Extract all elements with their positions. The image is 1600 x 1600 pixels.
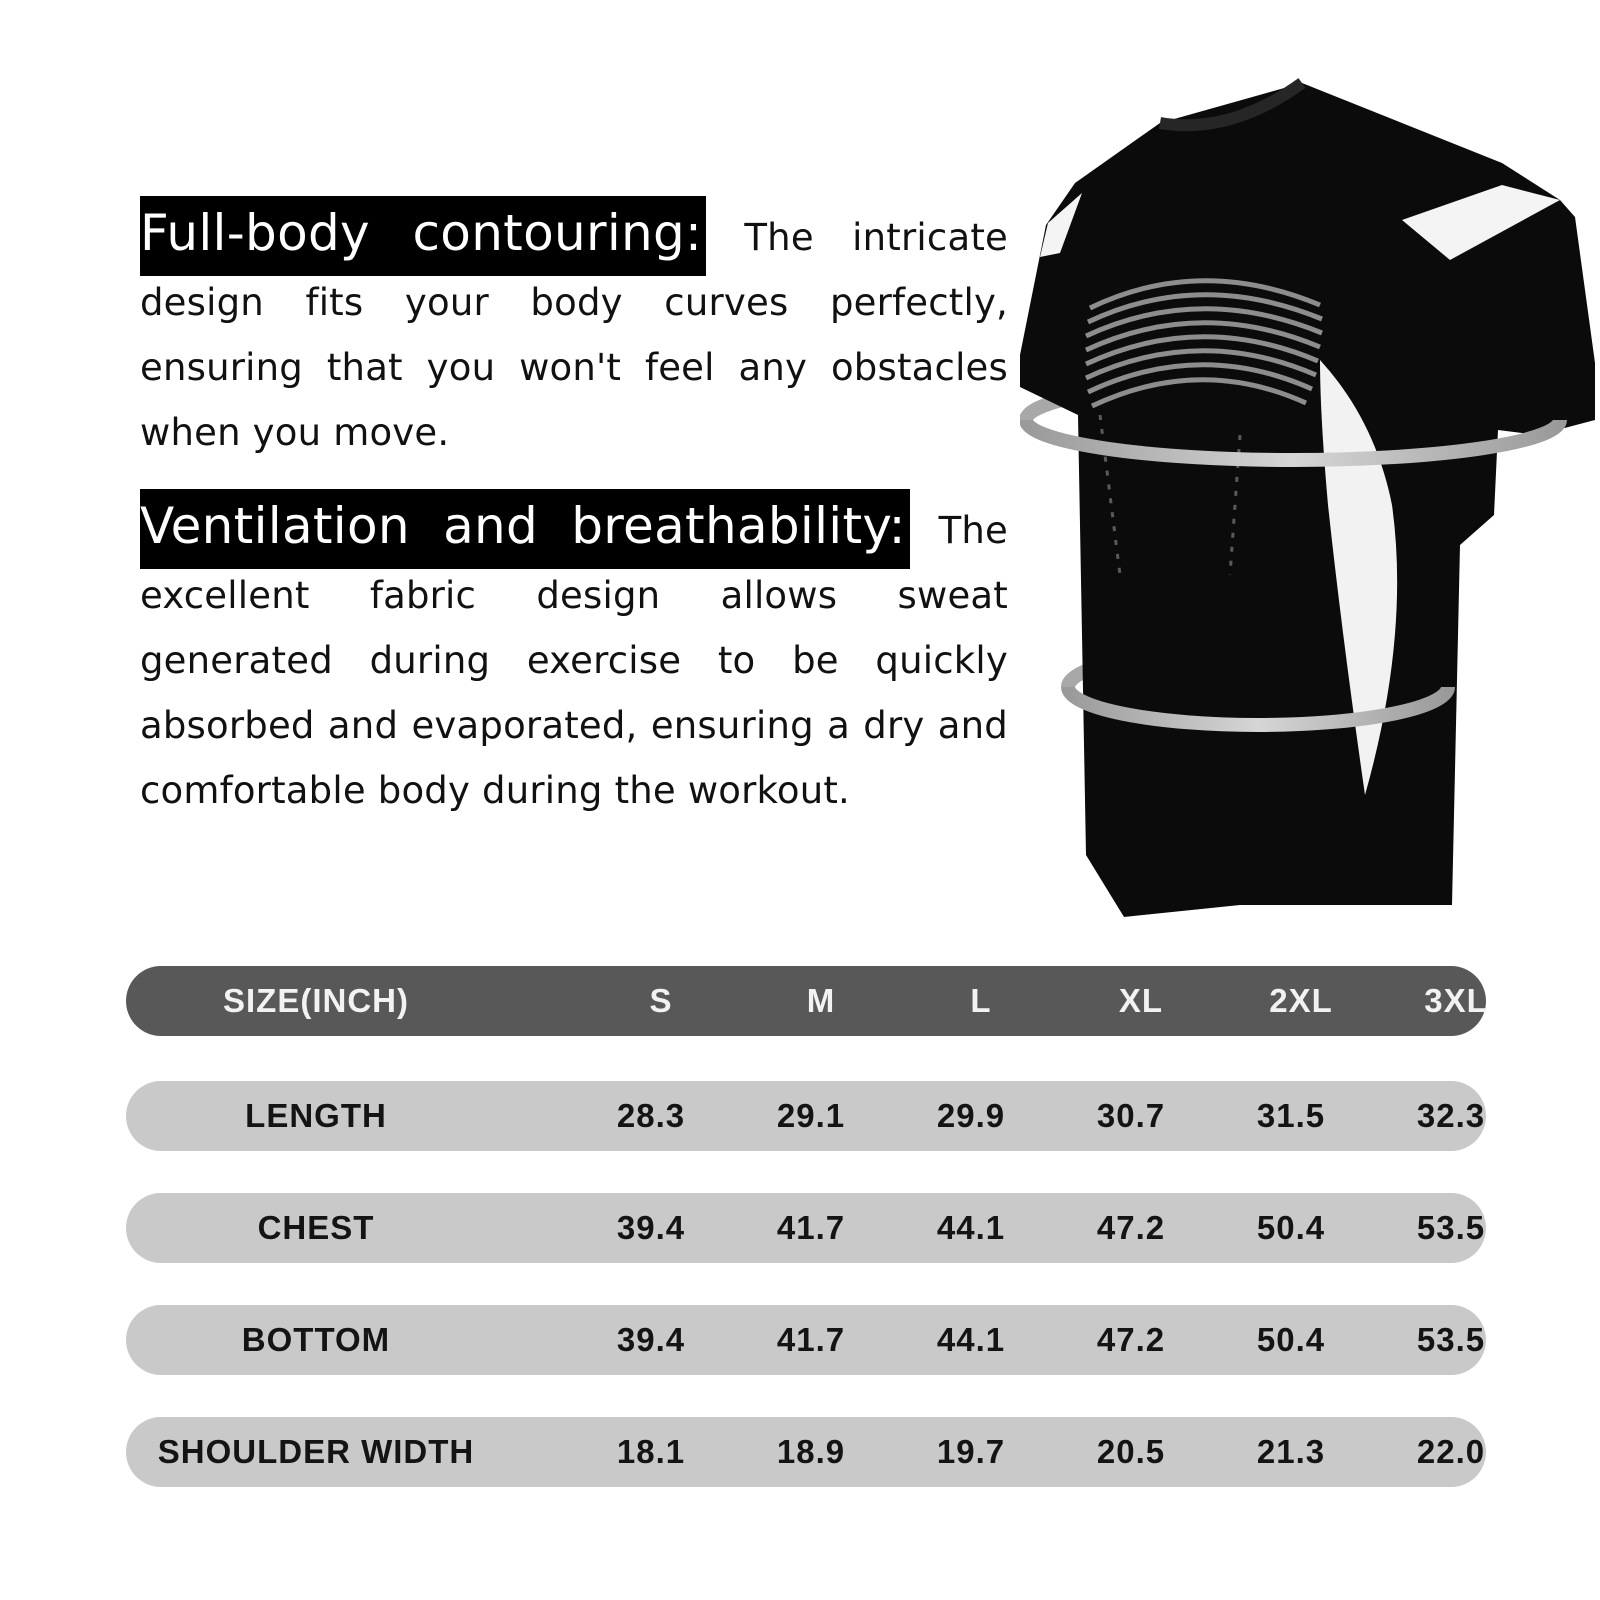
table-cell: 39.4	[616, 1209, 686, 1246]
table-cell: 50.4	[1256, 1209, 1326, 1246]
table-cell: 19.7	[936, 1433, 1006, 1470]
table-cell: 30.7	[1096, 1097, 1166, 1134]
feature-description: The excellent fabric design allows sweat generated during exercise to be quickly absorbed and evaporated, ensuring a dry and comfortable body during the workout.	[140, 509, 1009, 812]
row-label: CHEST	[257, 1209, 375, 1246]
table-cell: 44.1	[936, 1209, 1006, 1246]
row-label: SHOULDER WIDTH	[157, 1433, 475, 1470]
feature-full-body-contouring	[140, 200, 1008, 465]
table-cell: 21.3	[1256, 1433, 1326, 1470]
header-size-l: L	[970, 982, 992, 1019]
table-row-length	[126, 1081, 1486, 1151]
row-label: LENGTH	[245, 1097, 387, 1134]
table-cell: 31.5	[1256, 1097, 1326, 1134]
table-cell: 50.4	[1256, 1321, 1326, 1358]
table-row-bottom	[126, 1305, 1486, 1375]
row-label: BOTTOM	[241, 1321, 391, 1358]
table-cell: 22.0	[1416, 1433, 1486, 1470]
table-cell: 29.1	[776, 1097, 846, 1134]
table-cell: 28.3	[616, 1097, 686, 1134]
header-size-label: SIZE(INCH)	[223, 982, 409, 1019]
table-cell: 53.5	[1416, 1209, 1486, 1246]
table-cell: 32.3	[1416, 1097, 1486, 1134]
table-cell: 44.1	[936, 1321, 1006, 1358]
header-size-m: M	[806, 982, 836, 1019]
table-cell: 41.7	[776, 1321, 846, 1358]
header-size-s: S	[649, 982, 673, 1019]
feature-heading: Ventilation and breathability:	[140, 489, 910, 569]
table-cell: 53.5	[1416, 1321, 1486, 1358]
table-cell: 41.7	[776, 1209, 846, 1246]
feature-heading: Full-body contouring:	[140, 196, 706, 276]
table-cell: 20.5	[1096, 1433, 1166, 1470]
header-size-2xl: 2XL	[1269, 982, 1333, 1019]
tshirt-product-image	[1020, 75, 1600, 945]
feature-ventilation	[140, 493, 1008, 823]
feature-description: The intricate design fits your body curves perfectly, ensuring that you won't feel any obstacles when you move.	[140, 216, 1008, 454]
table-row-chest	[126, 1193, 1486, 1263]
header-size-xl: XL	[1118, 982, 1164, 1019]
table-cell: 18.9	[776, 1433, 846, 1470]
header-size-3xl: 3XL	[1424, 982, 1488, 1019]
table-cell: 18.1	[616, 1433, 686, 1470]
table-cell: 39.4	[616, 1321, 686, 1358]
table-cell: 47.2	[1096, 1209, 1166, 1246]
table-cell: 29.9	[936, 1097, 1006, 1134]
size-table-header-row	[126, 966, 1486, 1036]
table-cell: 47.2	[1096, 1321, 1166, 1358]
table-row-shoulder-width	[126, 1417, 1486, 1487]
